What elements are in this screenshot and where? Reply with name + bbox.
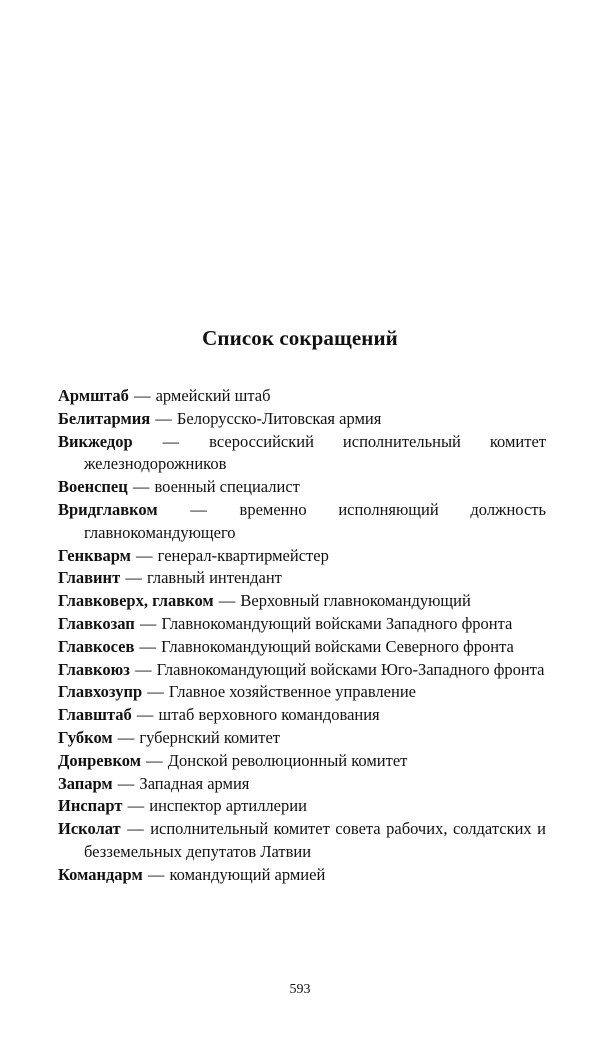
entry-dash: — [127,819,144,839]
abbreviation-entry [58,864,546,887]
abbreviation-list [58,385,546,887]
abbreviation-entry [58,567,546,590]
abbreviation-definition: губернский комитет [139,727,281,747]
abbreviation-definition: Западная армия [139,773,250,793]
entry-dash: — [139,636,156,656]
abbreviation-entry [58,704,546,727]
abbreviation-definition: главный интендант [146,568,282,588]
abbreviation-definition: командующий армией [169,864,326,884]
entry-dash: — [139,613,157,633]
abbreviation-term: Инспарт [58,796,123,816]
entry-dash: — [147,864,165,884]
abbreviation-definition: исполнительный комитет совета рабочих, солдатских и безземельных депутатов Латвии [84,819,547,861]
abbreviation-term: Главштаб [58,705,132,725]
entry-dash: — [190,499,207,519]
abbreviation-entry [58,795,546,818]
abbreviation-term: Главковерх, главком [58,591,214,611]
abbreviation-entry [58,590,546,613]
abbreviation-definition: инспектор артиллерии [149,796,307,816]
abbreviation-definition: армейский штаб [155,386,271,405]
abbreviation-term: Викжедор [58,431,133,451]
abbreviation-definition: временно исполняющий должность главнокомандующего [84,499,547,542]
abbreviation-definition: генерал-квартирмейстер [157,545,329,565]
abbreviation-definition: Донской революционный комитет [167,750,408,770]
page-title: Список сокращений [202,326,398,350]
entry-dash: — [127,796,145,816]
entry-dash: — [162,431,180,451]
abbreviation-term: Донревком [58,750,141,770]
abbreviation-entry [58,773,546,796]
abbreviation-entry [58,499,546,545]
abbreviation-term: Запарм [58,773,113,793]
entry-dash: — [146,750,163,770]
abbreviation-entry [58,659,546,682]
abbreviation-definition: Белорусско-Литовская армия [176,408,382,428]
entry-dash: — [147,682,164,702]
entry-dash: — [132,477,150,497]
abbreviation-definition: военный специалист [154,477,300,497]
abbreviation-term: Командарм [58,864,143,884]
abbreviation-definition: Главное хозяйственное управление [168,682,416,702]
entry-dash: — [117,773,135,793]
abbreviation-term: Военспец [58,477,128,497]
abbreviation-entry [58,431,546,477]
abbreviation-definition: Главнокомандующий войсками Западного фронта [161,613,513,633]
entry-dash: — [134,659,152,679]
abbreviation-definition: Главнокомандующий войсками Юго-Западного фронта [156,659,545,679]
abbreviation-entry [58,681,546,704]
abbreviation-entry [58,613,546,636]
abbreviation-term: Главкоюз [58,659,130,679]
abbreviation-entry [58,476,546,499]
abbreviation-entry [58,408,546,431]
abbreviation-definition: штаб верховного командования [158,705,380,725]
page-number: 593 [289,982,311,997]
abbreviation-term: Вридглавком [58,499,158,519]
abbreviation-entry [58,818,546,864]
abbreviation-term: Генкварм [58,545,131,565]
abbreviation-entry [58,750,546,773]
abbreviation-entry [58,636,546,659]
entry-dash: — [117,727,135,747]
abbreviation-term: Главкозап [58,613,135,633]
entry-dash: — [136,545,153,565]
abbreviation-entry [58,385,546,408]
abbreviation-definition: всероссийский исполнительный комитет железнодорожников [84,431,546,474]
entry-dash: — [133,386,151,405]
entry-dash: — [155,408,172,428]
abbreviation-term: Главхозупр [58,682,143,702]
abbreviation-term: Белитармия [58,408,151,428]
abbreviation-term: Армштаб [58,386,129,405]
entry-dash: — [218,591,236,611]
abbreviation-entry [58,727,546,750]
abbreviation-entry [58,545,546,568]
abbreviation-term: Исколат [58,819,121,839]
entry-dash: — [125,568,142,588]
abbreviation-term: Губком [58,727,113,747]
abbreviation-term: Главинт [58,568,121,588]
abbreviation-definition: Верховный главнокомандующий [240,591,471,611]
abbreviation-definition: Главнокомандующий войсками Северного фронта [161,636,514,656]
entry-dash: — [136,705,154,725]
abbreviation-term: Главкосев [58,636,135,656]
